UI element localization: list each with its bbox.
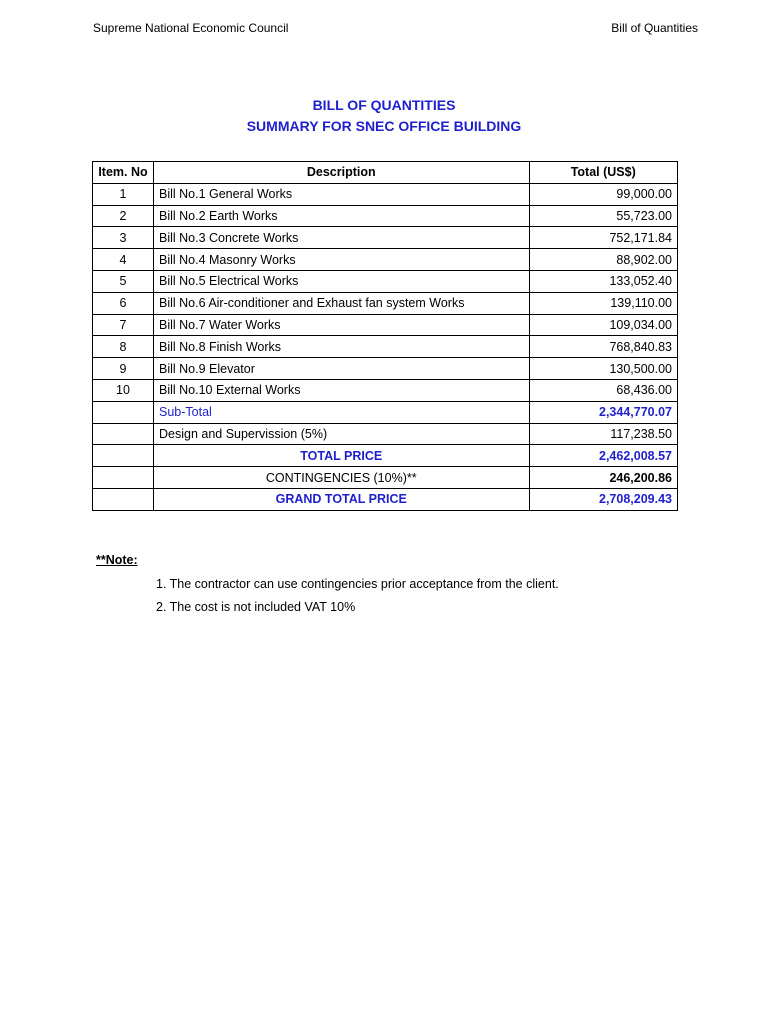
header-organization: Supreme National Economic Council [93,21,289,35]
item-no: 9 [93,358,154,380]
table-row [93,249,678,271]
design-supervision-value: 117,238.50 [529,423,678,445]
item-total: 752,171.84 [529,227,678,249]
grand-total-value: 2,708,209.43 [529,488,678,510]
column-header-total: Total (US$) [529,162,678,184]
item-total: 130,500.00 [529,358,678,380]
total-price-value: 2,462,008.57 [529,445,678,467]
item-no: 8 [93,336,154,358]
title-line-1: BILL OF QUANTITIES [312,97,456,113]
contingencies-row [93,467,678,489]
note-item: 2. The cost is not included VAT 10% [156,600,356,614]
contingencies-value: 246,200.86 [529,467,678,489]
document-titles [0,95,768,137]
item-description: Bill No.1 General Works [153,183,529,205]
table-header-row [93,162,678,184]
item-total: 133,052.40 [529,270,678,292]
empty-cell [93,401,154,423]
bill-of-quantities-table [92,161,678,511]
contingencies-label: CONTINGENCIES (10%)** [153,467,529,489]
item-no: 2 [93,205,154,227]
item-description: Bill No.9 Elevator [153,358,529,380]
empty-cell [93,488,154,510]
subtotal-label: Sub-Total [153,401,529,423]
empty-cell [93,445,154,467]
table-row [93,183,678,205]
design-supervision-label: Design and Supervission (5%) [153,423,529,445]
item-description: Bill No.7 Water Works [153,314,529,336]
design-supervision-row [93,423,678,445]
subtotal-row [93,401,678,423]
total-price-label: TOTAL PRICE [153,445,529,467]
title-line-2: SUMMARY FOR SNEC OFFICE BUILDING [246,118,522,134]
item-description: Bill No.5 Electrical Works [153,270,529,292]
item-total: 68,436.00 [529,379,678,401]
item-total: 768,840.83 [529,336,678,358]
item-no: 4 [93,249,154,271]
empty-cell [93,467,154,489]
item-no: 6 [93,292,154,314]
column-header-item-no: Item. No [93,162,154,184]
item-description: Bill No.6 Air-conditioner and Exhaust fan system Works [153,292,529,314]
item-total: 109,034.00 [529,314,678,336]
table-row [93,292,678,314]
total-price-row [93,445,678,467]
table-row [93,205,678,227]
item-no: 1 [93,183,154,205]
item-description: Bill No.2 Earth Works [153,205,529,227]
table-row [93,358,678,380]
note-heading: **Note: [96,553,138,567]
item-total: 88,902.00 [529,249,678,271]
table-row [93,379,678,401]
item-total: 55,723.00 [529,205,678,227]
item-description: Bill No.3 Concrete Works [153,227,529,249]
table-row [93,314,678,336]
table-row [93,270,678,292]
column-header-description: Description [153,162,529,184]
item-total: 139,110.00 [529,292,678,314]
item-no: 5 [93,270,154,292]
item-no: 10 [93,379,154,401]
item-description: Bill No.10 External Works [153,379,529,401]
note-item: 1. The contractor can use contingencies prior acceptance from the client. [156,577,559,591]
header-document-type: Bill of Quantities [611,21,698,35]
subtotal-value: 2,344,770.07 [529,401,678,423]
empty-cell [93,423,154,445]
item-description: Bill No.4 Masonry Works [153,249,529,271]
table-row [93,227,678,249]
item-no: 7 [93,314,154,336]
grand-total-row [93,488,678,510]
item-description: Bill No.8 Finish Works [153,336,529,358]
table-row [93,336,678,358]
item-no: 3 [93,227,154,249]
item-total: 99,000.00 [529,183,678,205]
grand-total-label: GRAND TOTAL PRICE [153,488,529,510]
